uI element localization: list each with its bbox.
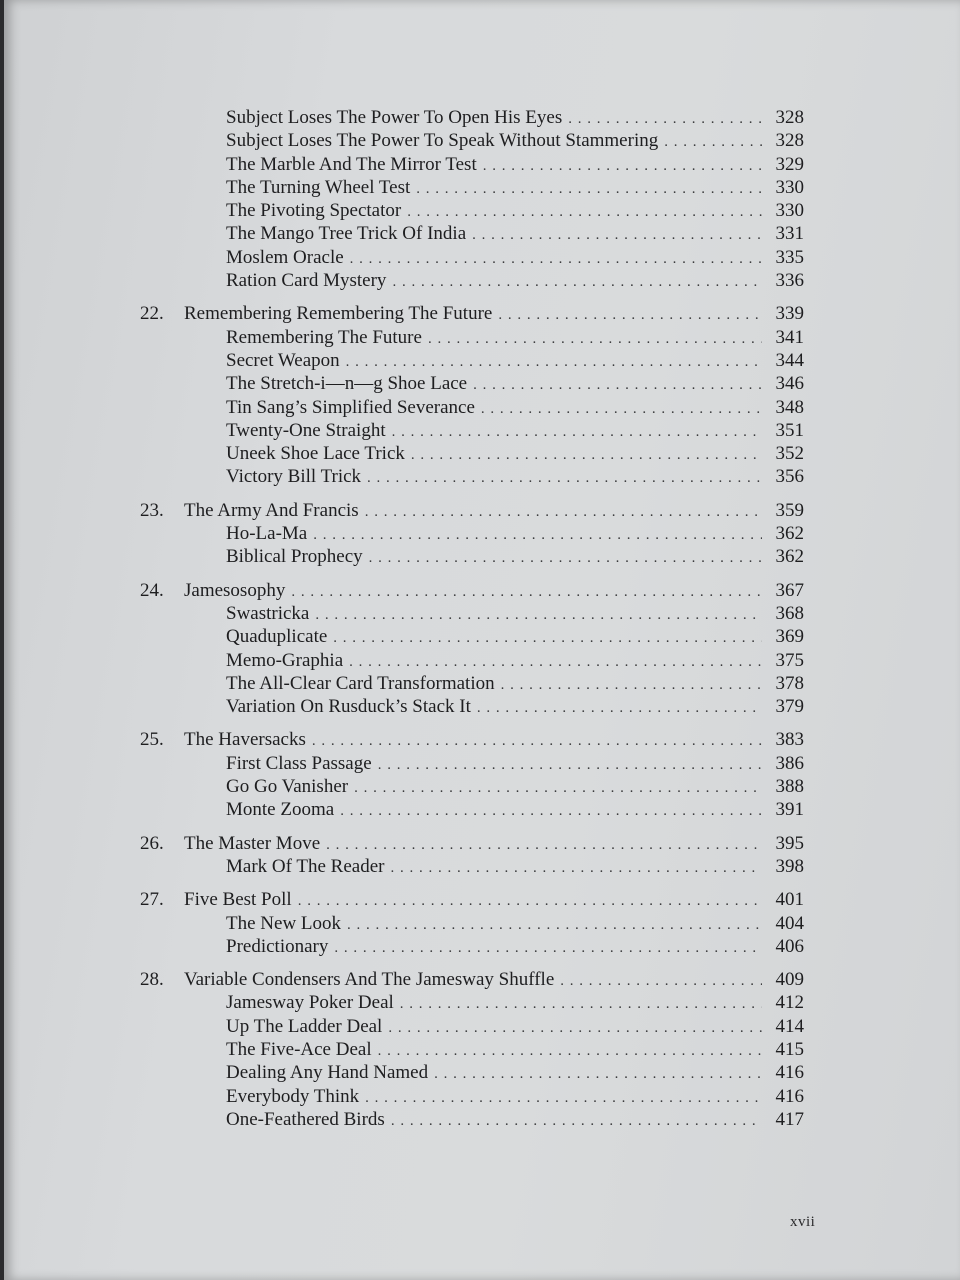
dot-leader: [664, 131, 762, 154]
toc-title-wrap: [140, 199, 407, 222]
page-number: 328: [775, 107, 804, 128]
toc-title-wrap: [140, 798, 340, 821]
dot-leader: [334, 937, 762, 960]
dot-leader: [369, 547, 762, 570]
entry-title: The Marble And The Mirror Test: [226, 153, 477, 175]
chapter-number: 22.: [140, 303, 164, 325]
entry-title: Victory Bill Trick: [226, 466, 362, 488]
page-number: 386: [775, 752, 804, 774]
page-number: 330: [775, 200, 804, 222]
chapter-title: The Master Move: [184, 832, 321, 854]
toc-title-wrap: [140, 106, 568, 129]
page-number: 339: [775, 303, 804, 325]
toc-entry-row: [140, 935, 804, 958]
page-number: 414: [775, 1015, 804, 1037]
toc-title-wrap: [140, 129, 664, 152]
toc-chapter-row: [140, 968, 804, 991]
dot-leader: [378, 754, 762, 777]
dot-leader: [340, 800, 762, 823]
entry-title: Swastricka: [226, 602, 310, 624]
toc-title-wrap: [140, 372, 473, 395]
dot-leader: [315, 604, 762, 627]
page-number: 379: [775, 696, 804, 718]
page-number: 409: [775, 969, 804, 991]
page-number: 362: [775, 523, 804, 545]
entry-title: The New Look: [226, 912, 342, 934]
dot-leader: [333, 627, 762, 650]
page-number: 383: [775, 729, 804, 751]
toc-entry-row: [140, 326, 804, 349]
dot-leader: [391, 1110, 762, 1133]
toc-entry-row: [140, 545, 804, 568]
table-of-contents: [140, 106, 804, 1131]
dot-leader: [346, 351, 762, 374]
toc-entry-row: [140, 798, 804, 821]
dot-leader: [390, 857, 762, 880]
dot-leader: [392, 421, 762, 444]
chapter-number: 28.: [140, 969, 164, 991]
entry-title: Jamesway Poker Deal: [226, 992, 394, 1014]
entry-title: Ho-La-Ma: [226, 523, 308, 545]
page-number: 329: [775, 153, 804, 175]
toc-entry-row: [140, 855, 804, 878]
entry-title: Mark Of The Reader: [226, 855, 385, 877]
page-number: 348: [775, 396, 804, 418]
toc-entry-row: [140, 465, 804, 488]
toc-title-wrap: [140, 349, 346, 372]
toc-title-wrap: [140, 465, 367, 488]
chapter-number: 25.: [140, 729, 164, 751]
page-number: 356: [775, 466, 804, 488]
dot-leader: [312, 730, 762, 753]
entry-title: The Mango Tree Trick Of India: [226, 223, 467, 245]
dot-leader: [434, 1063, 762, 1086]
dot-leader: [472, 224, 762, 247]
toc-title-wrap: [140, 269, 392, 292]
dot-leader: [313, 524, 762, 547]
dot-leader: [349, 651, 762, 674]
toc-entry-row: [140, 153, 804, 176]
dot-leader: [407, 201, 762, 224]
dot-leader: [326, 834, 762, 857]
entry-title: Go Go Vanisher: [226, 776, 349, 798]
book-page: [4, 0, 960, 1280]
chapter-number: 26.: [140, 832, 164, 854]
entry-title: First Class Passage: [226, 752, 372, 774]
page-number: 341: [775, 326, 804, 348]
chapter-title: Jamesosophy: [184, 579, 286, 601]
toc-entry-row: [140, 625, 804, 648]
toc-title-wrap: [140, 1015, 388, 1038]
page-number: 388: [775, 776, 804, 798]
page-number: 401: [775, 889, 804, 911]
toc-title-wrap: [140, 912, 347, 935]
toc-title-wrap: [140, 752, 378, 775]
entry-title: Everybody Think: [226, 1085, 360, 1107]
toc-entry-row: [140, 419, 804, 442]
entry-title: Secret Weapon: [226, 349, 340, 371]
toc-title-wrap: [140, 855, 390, 878]
toc-entry-row: [140, 396, 804, 419]
page-number: 417: [775, 1108, 804, 1130]
toc-title-wrap: [140, 153, 483, 176]
dot-leader: [400, 993, 762, 1016]
chapter-title: Remembering Remembering The Future: [184, 303, 493, 325]
dot-leader: [498, 304, 762, 327]
dot-leader: [411, 444, 762, 467]
toc-title-wrap: [140, 499, 365, 522]
entry-title: Ration Card Mystery: [226, 270, 387, 292]
toc-entry-row: [140, 349, 804, 372]
toc-chapter-row: [140, 579, 804, 602]
toc-title-wrap: [140, 832, 326, 855]
dot-leader: [365, 501, 762, 524]
toc-entry-row: [140, 602, 804, 625]
dot-leader: [568, 108, 762, 131]
toc-entry-row: [140, 129, 804, 152]
toc-title-wrap: [140, 968, 560, 991]
dot-leader: [473, 374, 762, 397]
dot-leader: [392, 271, 762, 294]
toc-title-wrap: [140, 302, 498, 325]
toc-chapter-row: [140, 888, 804, 911]
toc-title-wrap: [140, 649, 349, 672]
dot-leader: [367, 467, 762, 490]
page-folio: xvii: [790, 1214, 816, 1230]
entry-title: Biblical Prophecy: [226, 546, 363, 568]
chapter-number: 24.: [140, 579, 164, 601]
toc-entry-row: [140, 1038, 804, 1061]
toc-title-wrap: [140, 728, 312, 751]
dot-leader: [350, 248, 762, 271]
entry-title: Remembering The Future: [226, 326, 422, 348]
entry-title: Twenty-One Straight: [226, 419, 386, 441]
dot-leader: [291, 581, 762, 604]
entry-title: Tin Sang’s Simplified Severance: [226, 396, 475, 418]
dot-leader: [347, 914, 762, 937]
page-number: 336: [775, 270, 804, 292]
toc-chapter-row: [140, 832, 804, 855]
toc-title-wrap: [140, 222, 472, 245]
entry-title: Quaduplicate: [226, 626, 328, 648]
page-number: 416: [775, 1085, 804, 1107]
toc-title-wrap: [140, 1061, 434, 1084]
toc-chapter-row: [140, 499, 804, 522]
toc-entry-row: [140, 695, 804, 718]
entry-title: The All-Clear Card Transformation: [226, 672, 495, 694]
toc-entry-row: [140, 991, 804, 1014]
toc-title-wrap: [140, 1038, 378, 1061]
toc-entry-row: [140, 222, 804, 245]
entry-title: Variation On Rusduck’s Stack It: [226, 696, 471, 718]
entry-title: Moslem Oracle: [226, 246, 344, 268]
page-number: 369: [775, 626, 804, 648]
entry-title: Dealing Any Hand Named: [226, 1062, 429, 1084]
toc-chapter-row: [140, 728, 804, 751]
toc-title-wrap: [140, 246, 350, 269]
dot-leader: [388, 1017, 762, 1040]
page-number: 335: [775, 246, 804, 268]
entry-title: Predictionary: [226, 935, 329, 957]
toc-title-wrap: [140, 522, 313, 545]
dot-leader: [483, 155, 762, 178]
chapter-title: Five Best Poll: [184, 889, 292, 911]
toc-chapter-row: [140, 302, 804, 325]
page-number: 412: [775, 992, 804, 1014]
toc-title-wrap: [140, 1085, 365, 1108]
toc-entry-row: [140, 1061, 804, 1084]
toc-entry-row: [140, 176, 804, 199]
toc-entry-row: [140, 1085, 804, 1108]
dot-leader: [477, 697, 762, 720]
toc-title-wrap: [140, 545, 369, 568]
chapter-number: 27.: [140, 889, 164, 911]
page-number: 416: [775, 1062, 804, 1084]
toc-title-wrap: [140, 419, 392, 442]
page-number: 331: [775, 223, 804, 245]
entry-title: Monte Zooma: [226, 799, 335, 821]
chapter-title: The Army And Francis: [184, 499, 359, 521]
entry-title: Uneek Shoe Lace Trick: [226, 443, 405, 465]
entry-title: Up The Ladder Deal: [226, 1015, 383, 1037]
toc-entry-row: [140, 442, 804, 465]
toc-entry-row: [140, 522, 804, 545]
toc-title-wrap: [140, 326, 428, 349]
toc-title-wrap: [140, 442, 411, 465]
toc-entry-row: [140, 775, 804, 798]
toc-title-wrap: [140, 991, 400, 1014]
dot-leader: [354, 777, 762, 800]
toc-entry-row: [140, 1108, 804, 1131]
dot-leader: [560, 970, 762, 993]
page-number: 362: [775, 546, 804, 568]
toc-entry-row: [140, 246, 804, 269]
page-number: 398: [775, 855, 804, 877]
entry-title: The Stretch-i—n—g Shoe Lace: [226, 373, 468, 395]
toc-entry-row: [140, 672, 804, 695]
page-number: 344: [775, 349, 804, 371]
page-number: 352: [775, 443, 804, 465]
toc-title-wrap: [140, 176, 416, 199]
dot-leader: [501, 674, 762, 697]
toc-title-wrap: [140, 602, 315, 625]
dot-leader: [365, 1087, 762, 1110]
chapter-title: Variable Condensers And The Jamesway Shuffle: [184, 969, 555, 991]
page-number: 375: [775, 649, 804, 671]
page-number: 406: [775, 935, 804, 957]
toc-title-wrap: [140, 1108, 391, 1131]
toc-title-wrap: [140, 579, 291, 602]
page-number: 391: [775, 799, 804, 821]
dot-leader: [416, 178, 762, 201]
toc-title-wrap: [140, 935, 334, 958]
page-number: 395: [775, 832, 804, 854]
entry-title: The Pivoting Spectator: [226, 200, 402, 222]
page-number: 404: [775, 912, 804, 934]
page-number: 359: [775, 499, 804, 521]
page-number: 368: [775, 602, 804, 624]
toc-entry-row: [140, 649, 804, 672]
entry-title: The Five-Ace Deal: [226, 1038, 372, 1060]
entry-title: The Turning Wheel Test: [226, 176, 411, 198]
toc-title-wrap: [140, 695, 477, 718]
entry-title: One-Feathered Birds: [226, 1108, 385, 1130]
page-number: 378: [775, 672, 804, 694]
page-number: 351: [775, 419, 804, 441]
toc-title-wrap: [140, 672, 501, 695]
toc-entry-row: [140, 269, 804, 292]
page-number: 415: [775, 1038, 804, 1060]
toc-entry-row: [140, 1015, 804, 1038]
dot-leader: [378, 1040, 762, 1063]
dot-leader: [298, 890, 762, 913]
page-number: 328: [775, 130, 804, 152]
toc-title-wrap: [140, 396, 481, 419]
entry-title: Subject Loses The Power To Open His Eyes: [226, 107, 563, 128]
toc-entry-row: [140, 912, 804, 935]
page-number: 330: [775, 176, 804, 198]
toc-title-wrap: [140, 625, 333, 648]
toc-entry-row: [140, 199, 804, 222]
page-number: 367: [775, 579, 804, 601]
toc-entry-row: [140, 752, 804, 775]
toc-title-wrap: [140, 888, 298, 911]
page-number: 346: [775, 373, 804, 395]
toc-entry-row: [140, 106, 804, 129]
chapter-title: The Haversacks: [184, 729, 306, 751]
toc-entry-row: [140, 372, 804, 395]
dot-leader: [481, 398, 762, 421]
dot-leader: [428, 328, 762, 351]
entry-title: Memo-Graphia: [226, 649, 344, 671]
toc-title-wrap: [140, 775, 354, 798]
chapter-number: 23.: [140, 499, 164, 521]
entry-title: Subject Loses The Power To Speak Without Stammering: [226, 130, 659, 152]
